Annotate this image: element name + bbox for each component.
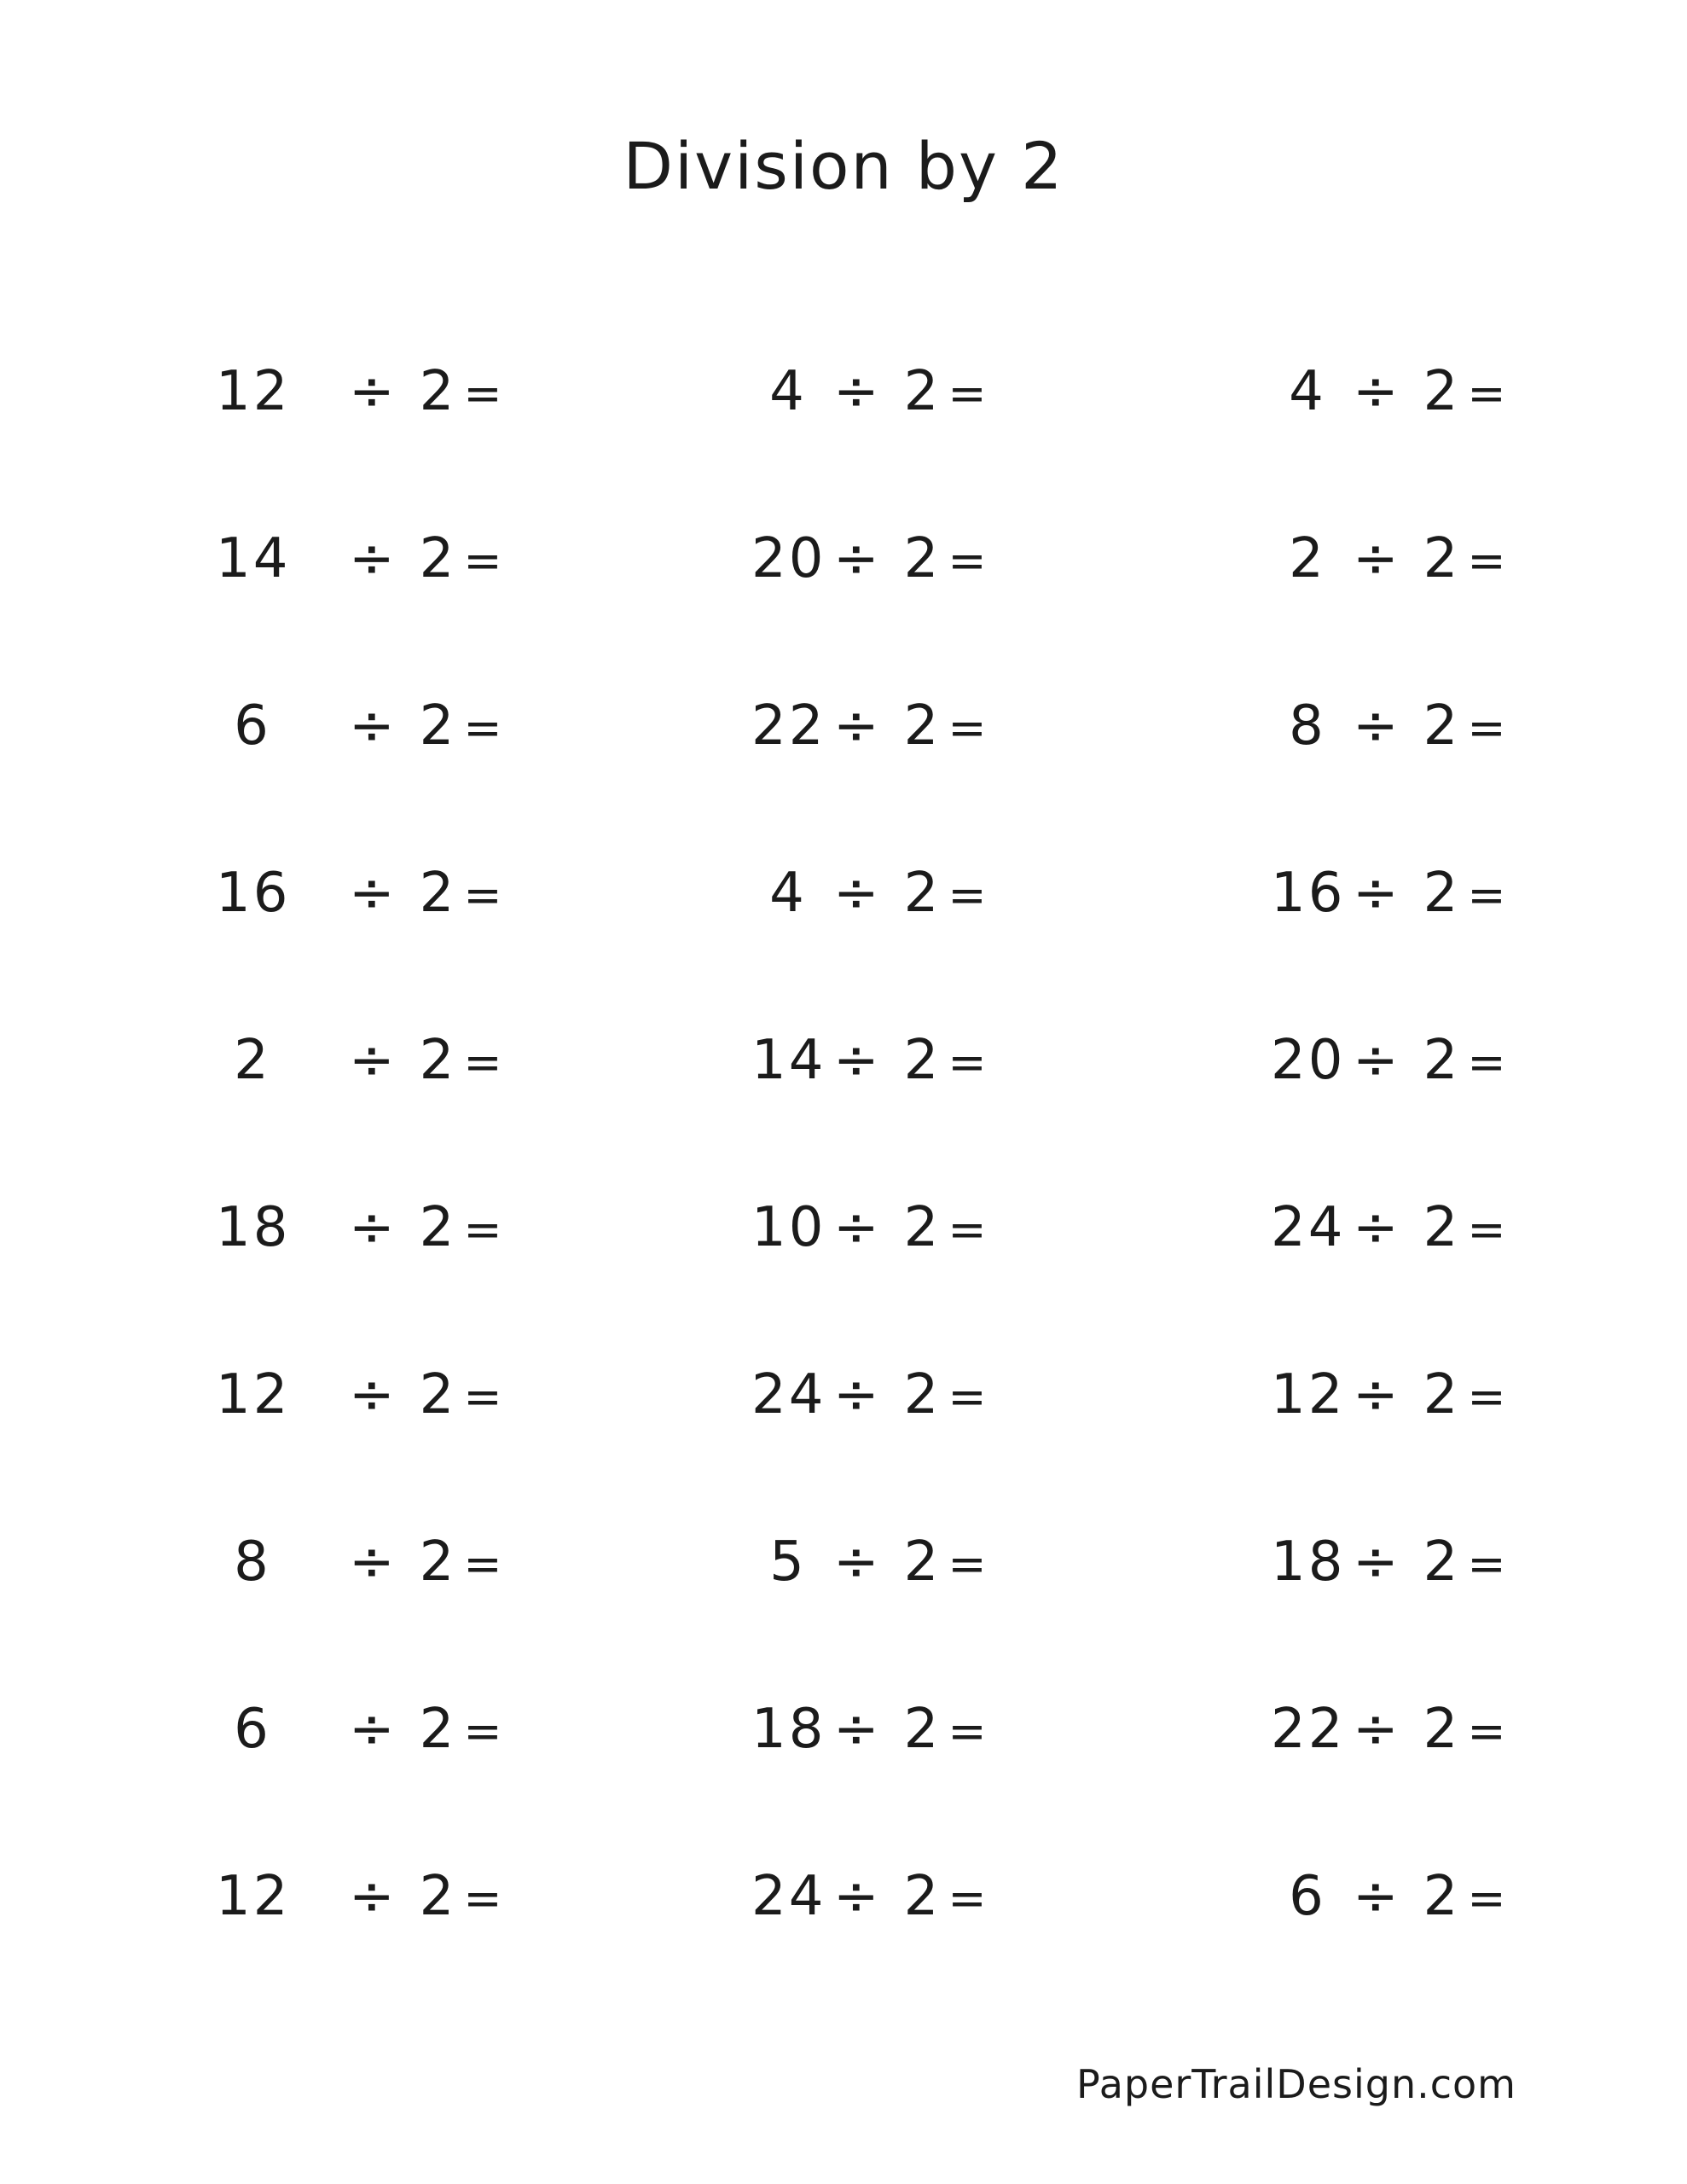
dividend: 4 (769, 862, 807, 925)
equals-sign: = (463, 367, 505, 421)
division-problem (1271, 1031, 1611, 1198)
divide-sign-icon: ÷ (349, 1363, 397, 1426)
equals-sign: = (1467, 367, 1509, 421)
divide-sign-icon: ÷ (833, 1865, 882, 1928)
dividend: 18 (1271, 1531, 1346, 1594)
divide-sign-icon: ÷ (349, 1029, 397, 1092)
division-problem (751, 529, 1271, 696)
divisor: 2 (1423, 1698, 1461, 1761)
division-problem (1271, 529, 1611, 696)
division-problem (751, 696, 1271, 863)
equals-sign: = (463, 1537, 505, 1591)
dividend: 2 (234, 1029, 271, 1092)
division-problem (1271, 1365, 1611, 1532)
divisor: 2 (903, 1698, 942, 1761)
equals-sign: = (948, 868, 989, 922)
dividend: 12 (216, 360, 291, 423)
divide-sign-icon: ÷ (349, 1698, 397, 1761)
divisor: 2 (903, 1196, 942, 1259)
division-problem (216, 1031, 751, 1198)
division-problem (1271, 1198, 1611, 1365)
equals-sign: = (1467, 1537, 1509, 1591)
divisor: 2 (903, 360, 942, 423)
equals-sign: = (948, 701, 989, 755)
dividend: 16 (216, 862, 291, 925)
dividend: 24 (1271, 1196, 1346, 1259)
equals-sign: = (948, 1203, 989, 1257)
equals-sign: = (948, 1370, 989, 1424)
divisor: 2 (1423, 1029, 1461, 1092)
divisor: 2 (903, 1531, 942, 1594)
division-problem (216, 1699, 751, 1867)
divide-sign-icon: ÷ (833, 1531, 882, 1594)
division-problem (1271, 1867, 1611, 2034)
divide-sign-icon: ÷ (349, 527, 397, 590)
equals-sign: = (1467, 1705, 1509, 1758)
divide-sign-icon: ÷ (833, 1029, 882, 1092)
divide-sign-icon: ÷ (1353, 862, 1401, 925)
divide-sign-icon: ÷ (833, 694, 882, 758)
divide-sign-icon: ÷ (1353, 1865, 1401, 1928)
division-problem (216, 529, 751, 696)
division-problem (1271, 696, 1611, 863)
equals-sign: = (948, 1705, 989, 1758)
divisor: 2 (1423, 360, 1461, 423)
dividend: 6 (1289, 1865, 1326, 1928)
equals-sign: = (463, 1872, 505, 1926)
division-problem (1271, 863, 1611, 1031)
division-problem (751, 362, 1271, 529)
divisor: 2 (419, 1698, 457, 1761)
division-problem (751, 1365, 1271, 1532)
division-problem (751, 1031, 1271, 1198)
divisor: 2 (419, 1865, 457, 1928)
divisor: 2 (419, 1363, 457, 1426)
dividend: 22 (751, 694, 826, 758)
dividend: 2 (1289, 527, 1326, 590)
dividend: 8 (1289, 694, 1326, 758)
division-problem (216, 362, 751, 529)
division-problem (751, 1198, 1271, 1365)
division-problem (751, 1867, 1271, 2034)
division-problem (216, 1532, 751, 1699)
problems-grid (216, 362, 1611, 2034)
divisor: 2 (419, 1196, 457, 1259)
equals-sign: = (948, 1036, 989, 1089)
dividend: 20 (751, 527, 826, 590)
dividend: 22 (1271, 1698, 1346, 1761)
divisor: 2 (903, 862, 942, 925)
divide-sign-icon: ÷ (833, 862, 882, 925)
equals-sign: = (463, 1036, 505, 1089)
divide-sign-icon: ÷ (1353, 1363, 1401, 1426)
equals-sign: = (1467, 868, 1509, 922)
dividend: 4 (1289, 360, 1326, 423)
divisor: 2 (419, 694, 457, 758)
division-problem (1271, 1532, 1611, 1699)
divide-sign-icon: ÷ (349, 1865, 397, 1928)
divisor: 2 (1423, 1196, 1461, 1259)
dividend: 12 (216, 1363, 291, 1426)
divide-sign-icon: ÷ (1353, 527, 1401, 590)
divide-sign-icon: ÷ (833, 1196, 882, 1259)
page-title: Division by 2 (623, 128, 1064, 204)
divisor: 2 (903, 694, 942, 758)
division-problem (1271, 1699, 1611, 1867)
divisor: 2 (419, 360, 457, 423)
divisor: 2 (419, 527, 457, 590)
divisor: 2 (1423, 1531, 1461, 1594)
problems-column-2 (751, 362, 1271, 2034)
dividend: 18 (751, 1698, 826, 1761)
equals-sign: = (1467, 1872, 1509, 1926)
equals-sign: = (463, 534, 505, 588)
division-problem (751, 863, 1271, 1031)
divisor: 2 (903, 527, 942, 590)
equals-sign: = (463, 1203, 505, 1257)
divide-sign-icon: ÷ (1353, 1029, 1401, 1092)
dividend: 5 (769, 1531, 807, 1594)
equals-sign: = (463, 1370, 505, 1424)
equals-sign: = (463, 701, 505, 755)
equals-sign: = (463, 1705, 505, 1758)
divisor: 2 (1423, 694, 1461, 758)
divisor: 2 (419, 862, 457, 925)
equals-sign: = (948, 534, 989, 588)
divisor: 2 (903, 1029, 942, 1092)
divide-sign-icon: ÷ (349, 1196, 397, 1259)
divide-sign-icon: ÷ (1353, 1698, 1401, 1761)
dividend: 14 (751, 1029, 826, 1092)
divisor: 2 (1423, 1363, 1461, 1426)
divisor: 2 (419, 1029, 457, 1092)
dividend: 24 (751, 1363, 826, 1426)
divide-sign-icon: ÷ (833, 360, 882, 423)
divide-sign-icon: ÷ (833, 527, 882, 590)
equals-sign: = (463, 868, 505, 922)
divide-sign-icon: ÷ (1353, 694, 1401, 758)
equals-sign: = (948, 367, 989, 421)
divisor: 2 (419, 1531, 457, 1594)
equals-sign: = (948, 1872, 989, 1926)
divide-sign-icon: ÷ (1353, 360, 1401, 423)
dividend: 20 (1271, 1029, 1346, 1092)
divisor: 2 (903, 1865, 942, 1928)
problems-column-1 (216, 362, 751, 2034)
equals-sign: = (1467, 1203, 1509, 1257)
dividend: 24 (751, 1865, 826, 1928)
equals-sign: = (948, 1537, 989, 1591)
dividend: 6 (234, 1698, 271, 1761)
divide-sign-icon: ÷ (349, 694, 397, 758)
equals-sign: = (1467, 534, 1509, 588)
divide-sign-icon: ÷ (1353, 1531, 1401, 1594)
divide-sign-icon: ÷ (349, 862, 397, 925)
dividend: 10 (751, 1196, 826, 1259)
divisor: 2 (903, 1363, 942, 1426)
division-problem (751, 1532, 1271, 1699)
problems-column-3 (1271, 362, 1611, 2034)
divide-sign-icon: ÷ (1353, 1196, 1401, 1259)
dividend: 16 (1271, 862, 1346, 925)
divide-sign-icon: ÷ (833, 1698, 882, 1761)
divide-sign-icon: ÷ (349, 360, 397, 423)
dividend: 18 (216, 1196, 291, 1259)
equals-sign: = (1467, 701, 1509, 755)
division-problem (216, 863, 751, 1031)
dividend: 12 (1271, 1363, 1346, 1426)
division-problem (216, 1198, 751, 1365)
divisor: 2 (1423, 1865, 1461, 1928)
dividend: 8 (234, 1531, 271, 1594)
dividend: 4 (769, 360, 807, 423)
divisor: 2 (1423, 527, 1461, 590)
division-problem (216, 1365, 751, 1532)
divide-sign-icon: ÷ (833, 1363, 882, 1426)
division-problem (216, 1867, 751, 2034)
divisor: 2 (1423, 862, 1461, 925)
dividend: 12 (216, 1865, 291, 1928)
division-problem (1271, 362, 1611, 529)
division-problem (216, 696, 751, 863)
dividend: 6 (234, 694, 271, 758)
equals-sign: = (1467, 1036, 1509, 1089)
dividend: 14 (216, 527, 291, 590)
equals-sign: = (1467, 1370, 1509, 1424)
divide-sign-icon: ÷ (349, 1531, 397, 1594)
footer-credit: PaperTrailDesign.com (1076, 2061, 1516, 2107)
division-problem (751, 1699, 1271, 1867)
